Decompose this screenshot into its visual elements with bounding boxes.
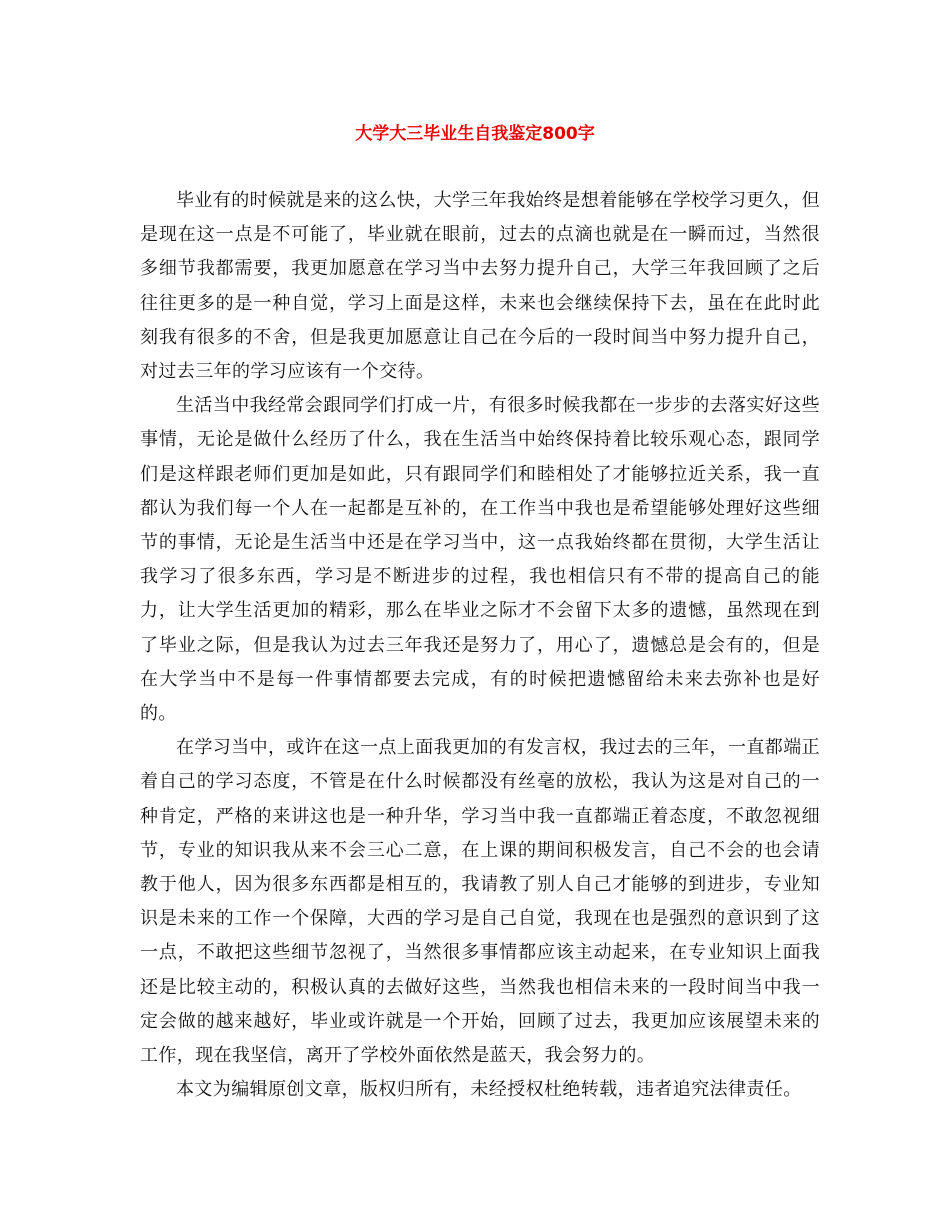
paragraph-3: 在学习当中，或许在这一点上面我更加的有发言权，我过去的三年，一直都端正着自己的学习态度，不管是在什么时候都没有丝毫的放松，我认为这是对自己的一种肯定，严格的来讲这也是一种升华，学习当中我一直都端正着态度，不敢忽视细节，专业的知识我从来不会三心二意，在上课的期间积极发言，自己不会的也会请教于他人，因为很多东西都是相互的，我请教了别人自己才能够的到进步，专业知识是未来的工作一个保障，大西的学习是自己自觉，我现在也是强烈的意识到了这一点，不敢把这些细节忽视了，当然很多事情都应该主动起来，在专业知识上面我还是比较主动的，积极认真的去做好这些，当然我也相信未来的一段时间当中我一定会做的越来越好，毕业或许就是一个开始，回顾了过去，我更加应该展望未来的工作，现在我坚信，离开了学校外面依然是蓝天，我会努力的。 bbox=[140, 737, 820, 1067]
paragraph-2: 生活当中我经常会跟同学们打成一片，有很多时候我都在一步步的去落实好这些事情，无论是做什么经历了什么，我在生活当中始终保持着比较乐观心态，跟同学们是这样跟老师们更加是如此，只有跟同学们和睦相处了才能够拉近关系，我一直都认为我们每一个人在一起都是互补的，在工作当中我也是希望能够处理好这些细节的事情，无论是生活当中还是在学习当中，这一点我始终都在贯彻，大学生活让我学习了很多东西，学习是不断进步的过程，我也相信只有不带的提高自己的能力，让大学生活更加的精彩，那么在毕业之际才不会留下太多的遗憾，虽然现在到了毕业之际，但是我认为过去三年我还是努力了，用心了，遗憾总是会有的，但是在大学当中不是每一件事情都要去完成，有的时候把遗憾留给未来去弥补也是好的。 bbox=[140, 395, 820, 725]
document-title: 大学大三毕业生自我鉴定800字 bbox=[355, 124, 595, 144]
paragraph-copyright-notice: 本文为编辑原创文章，版权归所有，未经授权杜绝转载，违者追究法律责任。 bbox=[176, 1079, 802, 1101]
paragraph-1: 毕业有的时候就是来的这么快，大学三年我始终是想着能够在学校学习更久，但是现在这一点是不可能了，毕业就在眼前，过去的点滴也就是在一瞬而过，当然很多细节我都需要，我更加愿意在学习当中去努力提升自己，大学三年我回顾了之后往往更多的是一种自觉，学习上面是这样，未来也会继续保持下去，虽在在此时此刻我有很多的不舍，但是我更加愿意让自己在今后的一段时间当中努力提升自己，对过去三年的学习应该有一个交待。 bbox=[140, 190, 820, 383]
document-body bbox=[140, 184, 820, 1107]
